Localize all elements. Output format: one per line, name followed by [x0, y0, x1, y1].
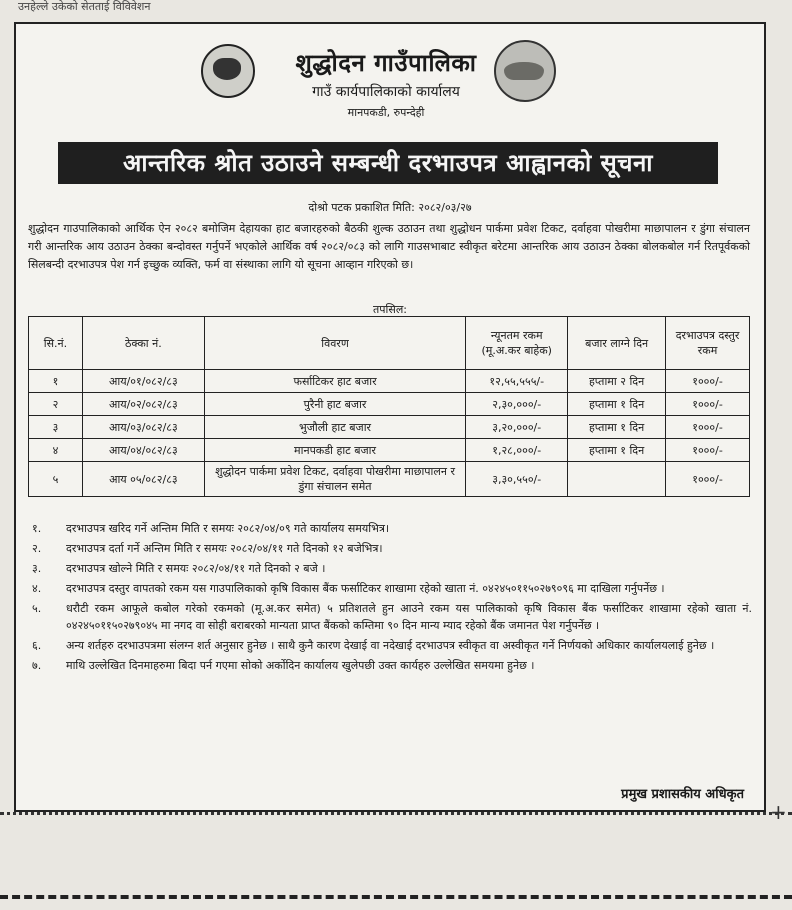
- cell-market-days: [568, 462, 666, 497]
- list-item: [28, 540, 752, 557]
- cell-serial: १: [29, 370, 83, 393]
- condition-text: माथि उल्लेखित दिनमाहरुमा बिदा पर्न गएमा सोको अर्कोदिन कार्यालय खुलेपछी उक्त कार्यहरु उल्लेखित समयमा हुनेछ ।: [66, 659, 535, 672]
- national-emblem-icon: [201, 44, 255, 98]
- condition-number: ६.: [32, 639, 42, 652]
- office-address: मानपकडी, रुपन्देही: [347, 106, 425, 119]
- cell-bid-fee: १०००/-: [666, 462, 750, 497]
- cell-description: भुजौली हाट बजार: [204, 416, 466, 439]
- condition-text: अन्य शर्तहरु दरभाउपत्रमा संलग्न शर्त अनुसार हुनेछ । साथै कुनै कारण देखाई वा नदेखाई दरभाउपत्र स्वीकृत वा अस्वीकृत गर्ने निर्णयको अधिकार कार्यालयलाई हुनेछ ।: [66, 639, 715, 652]
- header-minimum-amount: न्यूनतम रकम (मू.अ.कर बाहेक): [466, 317, 568, 370]
- list-item: [28, 520, 752, 537]
- cell-minimum-amount: ३,३०,५५०/-: [466, 462, 568, 497]
- cell-description: फर्साटिकर हाट बजार: [204, 370, 466, 393]
- condition-number: ४.: [32, 582, 42, 595]
- office-name: गाउँ कार्यपालिकाको कार्यालय: [312, 84, 460, 100]
- condition-number: १.: [32, 522, 42, 535]
- cell-serial: ३: [29, 416, 83, 439]
- registration-plus-mark: +: [770, 800, 787, 824]
- contracts-table: [28, 316, 750, 497]
- signature-title: प्रमुख प्रशासकीय अधिकृत: [621, 787, 744, 802]
- cell-contract-no: आय/०१/०८२/८३: [82, 370, 204, 393]
- header-description: विवरण: [204, 317, 466, 370]
- cell-bid-fee: १०००/-: [666, 416, 750, 439]
- details-label: तपसिल:: [373, 303, 407, 316]
- cell-market-days: हप्तामा १ दिन: [568, 439, 666, 462]
- cell-description: शुद्धोदन पार्कमा प्रवेश टिकट, दर्वाहवा पोखरीमा माछापालन र डुंगा संचालन समेत: [204, 462, 466, 497]
- cell-contract-no: आय/०३/०८२/८३: [82, 416, 204, 439]
- cell-serial: ५: [29, 462, 83, 497]
- cell-serial: २: [29, 393, 83, 416]
- condition-text: दरभाउपत्र खरिद गर्ने अन्तिम मिति र समयः २०८२/०४/०९ गते कार्यालय समयभित्र।: [66, 522, 390, 535]
- list-item: [28, 600, 752, 634]
- list-item: [28, 580, 752, 597]
- cell-market-days: हप्तामा १ दिन: [568, 416, 666, 439]
- notice-document: [14, 22, 766, 812]
- conditions-list: [28, 520, 752, 677]
- cell-market-days: हप्तामा १ दिन: [568, 393, 666, 416]
- condition-text: दरभाउपत्र दस्तुर वापतको रकम यस गाउपालिकाको कृषि विकास बैंक फर्साटिकर शाखामा रहेको खाता नं. ०४२४५०११५०२७९०९६ मा दाखिला गर्नुपर्नेछ ।: [66, 582, 665, 595]
- cell-description: मानपकडी हाट बजार: [204, 439, 466, 462]
- table-row: [29, 370, 750, 393]
- cell-minimum-amount: ३,२०,०००/-: [466, 416, 568, 439]
- header-contract-no: ठेक्का नं.: [82, 317, 204, 370]
- bottom-dashed-edge: [0, 895, 792, 905]
- cell-market-days: हप्तामा २ दिन: [568, 370, 666, 393]
- table-header-row: [29, 317, 750, 370]
- list-item: [28, 560, 752, 577]
- cell-bid-fee: १०००/-: [666, 370, 750, 393]
- published-date: दोश्रो पटक प्रकाशित मिति: २०८२/०३/२७: [308, 201, 472, 214]
- table-row: [29, 462, 750, 497]
- cell-description: पुरैनी हाट बजार: [204, 393, 466, 416]
- cell-minimum-amount: १,२८,०००/-: [466, 439, 568, 462]
- cell-bid-fee: १०००/-: [666, 439, 750, 462]
- header-serial: सि.नं.: [29, 317, 83, 370]
- table-row: [29, 416, 750, 439]
- condition-text: धरौटी रकम आफूले कबोल गरेको रकमको (मू.अ.कर समेत) ५ प्रतिशतले हुन आउने रकम यस पालिकाको कृषि विकास बैंक फर्साटिकर शाखामा रहेको खाता नं. ०४२४५०११५०२७९०४५ मा नगद वा सोही बराबरको मान्यता प्राप्त बैंकको कम्तिमा ९० दिन मान्य म्याद रहेको बैंक जमानत पेश गर्नुपर्नेछ ।: [66, 602, 752, 632]
- notice-header: [16, 32, 764, 152]
- condition-number: २.: [32, 542, 42, 555]
- condition-text: दरभाउपत्र खोल्ने मिति र समयः २०८२/०४/११ गते दिनको २ बजे ।: [66, 562, 326, 575]
- condition-number: ७.: [32, 659, 42, 672]
- intro-paragraph: शुद्धोदन गाउपालिकाको आर्थिक ऐन २०८२ बमोजिम देहायका हाट बजारहरुको बैठकी शुल्क उठाउन तथा शुद्धोधन पार्कमा प्रवेश टिकट, दर्वाहवा पोखरीमा माछापालन र डुंगा संचालन गरी आन्तरिक आय उठाउन ठेक्का बन्दोवस्त गर्नुपर्ने भएकोले आर्थिक वर्ष २०८२/०८३ को लागि गाउसभाबाट स्वीकृत बरेटमा आन्तरिक आय उठाउन ठेक्का बोलकबोल गर्न रितपूर्वकको सिलबन्दी दरभाउपत्र पेश गर्न इच्छुक व्यक्ति, फर्म वा संस्थाका लागि यो सूचना आव्हान गरिएको छ।: [28, 222, 750, 271]
- cell-serial: ४: [29, 439, 83, 462]
- table-row: [29, 439, 750, 462]
- table-row: [29, 393, 750, 416]
- header-bid-fee: दरभाउपत्र दस्तुर रकम: [666, 317, 750, 370]
- top-strip-text: उनहेल्ले उकेको सेतताई विविवेशन: [18, 0, 151, 13]
- condition-number: ३.: [32, 562, 42, 575]
- dotted-divider: [0, 812, 792, 819]
- cell-contract-no: आय ०५/०८२/८३: [82, 462, 204, 497]
- cell-contract-no: आय/०४/०८२/८३: [82, 439, 204, 462]
- cell-minimum-amount: २,३०,०००/-: [466, 393, 568, 416]
- condition-text: दरभाउपत्र दर्ता गर्ने अन्तिम मिति र समयः २०८२/०४/११ गते दिनको १२ बजेभित्र।: [66, 542, 383, 555]
- cell-bid-fee: १०००/-: [666, 393, 750, 416]
- notice-title-banner: आन्तरिक श्रोत उठाउने सम्बन्धी दरभाउपत्र आह्वानको सूचना: [58, 142, 718, 184]
- cell-minimum-amount: १२,५५,५५५/-: [466, 370, 568, 393]
- condition-number: ५.: [32, 602, 42, 615]
- org-name: शुद्धोदन गाउँपालिका: [295, 49, 477, 77]
- list-item: [28, 657, 752, 674]
- header-market-days: बजार लाग्ने दिन: [568, 317, 666, 370]
- cell-contract-no: आय/०२/०८२/८३: [82, 393, 204, 416]
- municipality-logo-icon: [494, 40, 556, 102]
- list-item: [28, 637, 752, 654]
